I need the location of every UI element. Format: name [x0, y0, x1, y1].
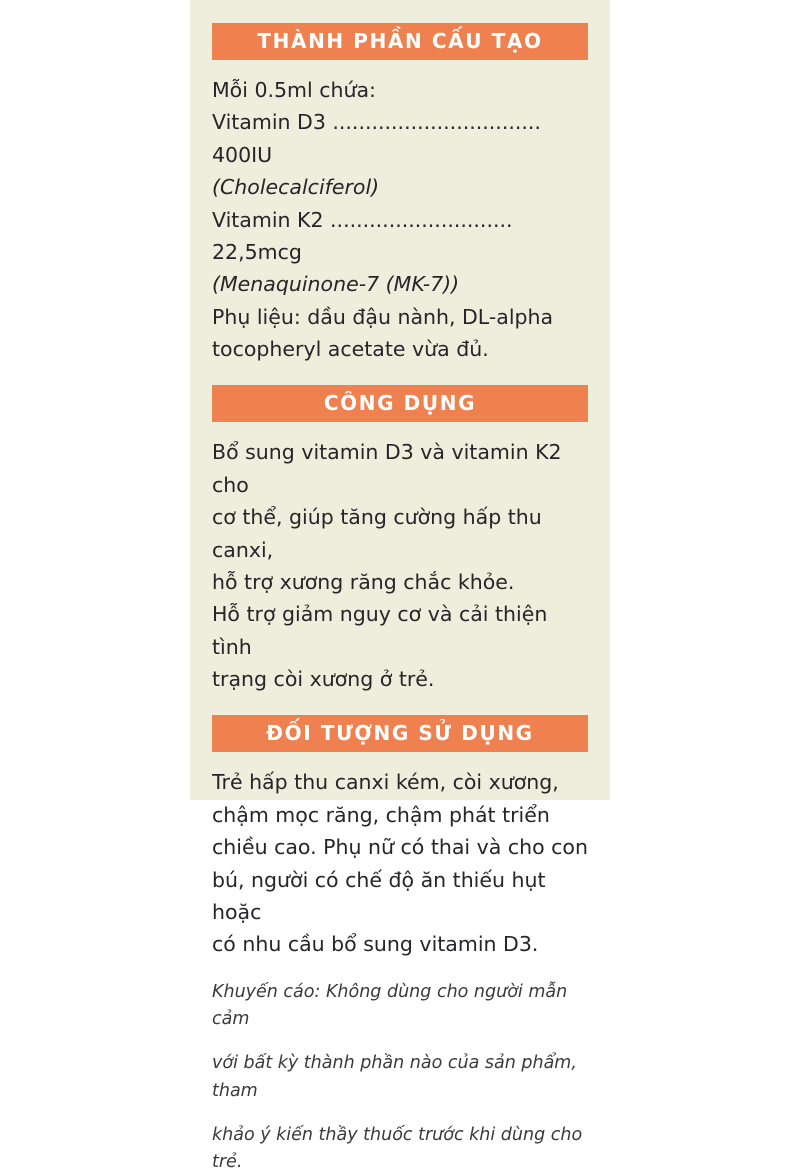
warning-line: Khuyến cáo: Không dùng cho người mẫn cảm — [212, 981, 568, 1029]
section-header-uses: CÔNG DỤNG — [212, 385, 588, 422]
composition-line: (Menaquinone-7 (MK-7)) — [212, 272, 460, 297]
section-header-composition: THÀNH PHẦN CẤU TẠO — [212, 23, 588, 60]
target-users-line: Trẻ hấp thu canxi kém, còi xương, — [212, 770, 559, 795]
warning-note — [190, 979, 610, 1176]
uses-line: hỗ trợ xương răng chắc khỏe. — [212, 569, 515, 594]
warning-line: với bất kỳ thành phần nào của sản phẩm, tham — [212, 1053, 577, 1101]
target-users-line: chiều cao. Phụ nữ có thai và cho con — [212, 835, 588, 860]
uses-line: trạng còi xương ở trẻ. — [212, 667, 435, 691]
target-users-line: bú, người có chế độ ăn thiếu hụt hoặc — [212, 867, 546, 924]
composition-line: (Cholecalciferol) — [212, 175, 380, 200]
section-body-uses — [190, 436, 610, 695]
composition-line: tocopheryl acetate vừa đủ. — [212, 337, 489, 361]
target-users-line: có nhu cầu bổ sung vitamin D3. — [212, 932, 539, 957]
section-body-target-users — [190, 766, 610, 960]
warning-line: khảo ý kiến thầy thuốc trước khi dùng cho trẻ. — [212, 1125, 583, 1173]
composition-line: Vitamin K2 ............................ 22,5mcg — [212, 207, 513, 264]
uses-line: Bổ sung vitamin D3 và vitamin K2 cho — [212, 440, 562, 497]
section-body-composition — [190, 74, 610, 365]
section-header-target-users: ĐỐI TƯỢNG SỬ DỤNG — [212, 715, 588, 752]
composition-line: Phụ liệu: dầu đậu nành, DL-alpha — [212, 304, 554, 329]
uses-line: Hỗ trợ giảm nguy cơ và cải thiện tình — [212, 602, 548, 659]
target-users-line: chậm mọc răng, chậm phát triển — [212, 802, 550, 827]
uses-line: cơ thể, giúp tăng cường hấp thu canxi, — [212, 505, 542, 562]
composition-line: Mỗi 0.5ml chứa: — [212, 78, 376, 102]
label-panel — [190, 0, 610, 1173]
composition-line: Vitamin D3 ................................ 400IU — [212, 110, 541, 167]
